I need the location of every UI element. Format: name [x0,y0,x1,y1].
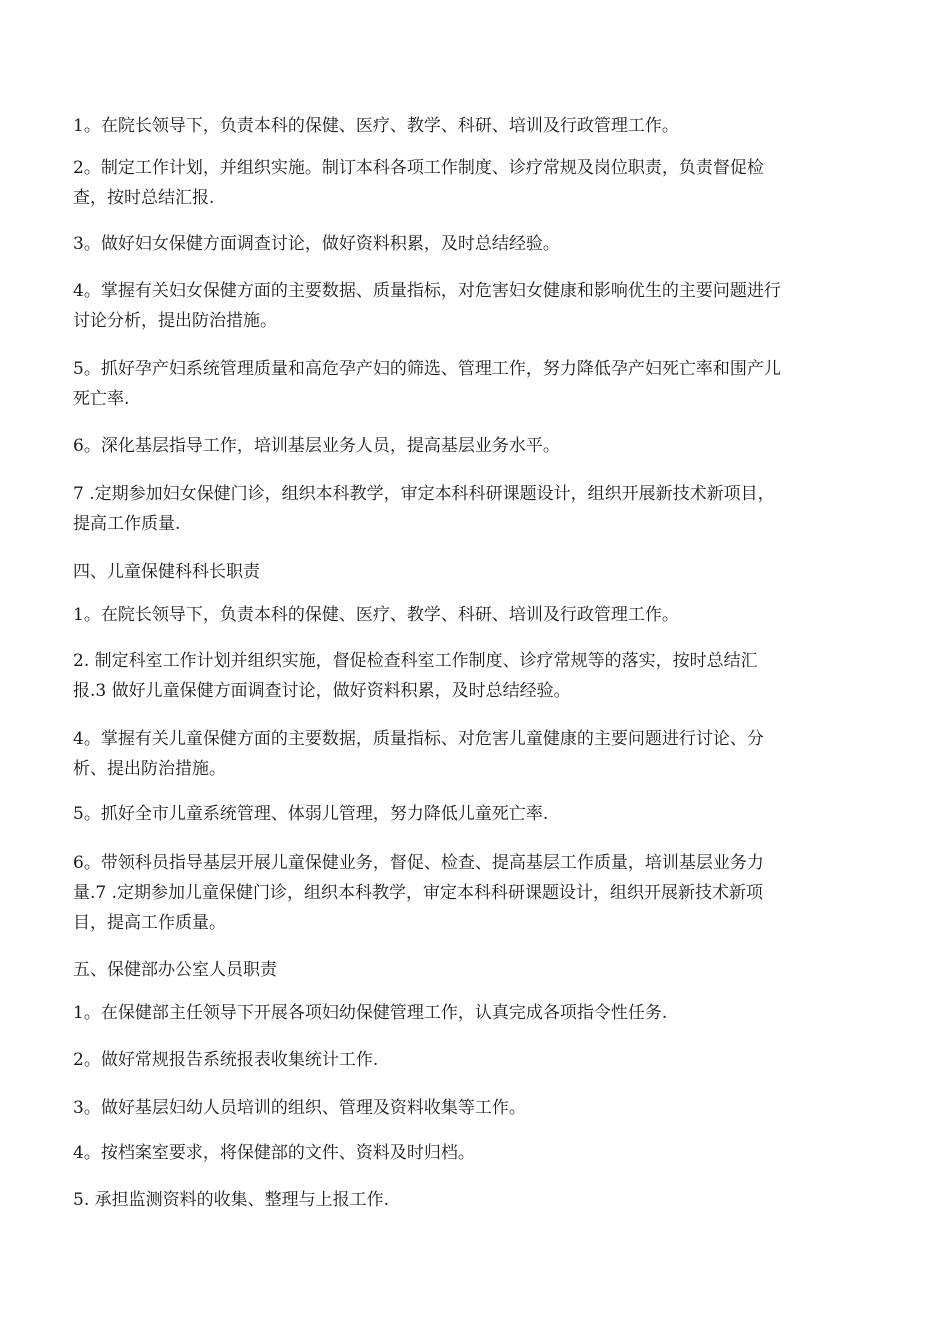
text-line: 1。在院长领导下，负责本科的保健、医疗、教学、科研、培训及行政管理工作。 [73,116,679,136]
paragraph [73,646,883,706]
text-line: 3。做好妇女保健方面调查讨论，做好资料积累，及时总结经验。 [73,234,560,254]
paragraph [73,1093,883,1123]
paragraph [73,479,883,539]
text-line: 6。深化基层指导工作，培训基层业务人员，提高基层业务水平。 [73,436,560,456]
paragraph [73,276,883,336]
text-line: 死亡率. [73,389,130,409]
text-line: 3。做好基层妇幼人员培训的组织、管理及资料收集等工作。 [73,1098,526,1118]
paragraph [73,998,883,1028]
text-line: 7 .定期参加妇女保健门诊，组织本科教学，审定本科科研课题设计，组织开展新技术新项目， [73,484,775,504]
paragraph [73,600,883,630]
paragraph [73,431,883,461]
paragraph [73,1185,883,1215]
paragraph [73,1138,883,1168]
text-line: 6。带领科员指导基层开展儿童保健业务，督促、检查、提高基层工作质量，培训基层业务力 [73,853,764,873]
paragraph [73,111,883,141]
text-line: 4。按档案室要求，将保健部的文件、资料及时归档。 [73,1143,475,1163]
paragraph [73,724,883,784]
text-line: 5。抓好全市儿童系统管理、体弱儿管理，努力降低儿童死亡率. [73,804,549,824]
paragraph [73,229,883,259]
text-line: 5. 承担监测资料的收集、整理与上报工作. [73,1190,390,1210]
paragraph [73,153,883,213]
text-line: 量.7 .定期参加儿童保健门诊，组织本科教学，审定本科科研课题设计，组织开展新技术新项 [73,883,764,903]
text-line: 四、儿童保健科科长职责 [73,562,260,582]
text-line: 1。在保健部主任领导下开展各项妇幼保健管理工作，认真完成各项指令性任务. [73,1003,668,1023]
paragraph [73,848,883,938]
section-heading [73,557,883,587]
section-heading [73,955,883,985]
text-line: 2. 制定科室工作计划并组织实施，督促检查科室工作制度、诊疗常规等的落实，按时总结汇 [73,651,758,671]
text-line: 2。做好常规报告系统报表收集统计工作. [73,1050,379,1070]
text-line: 讨论分析，提出防治措施。 [73,311,277,331]
paragraph [73,799,883,829]
text-line: 4。掌握有关儿童保健方面的主要数据，质量指标、对危害儿童健康的主要问题进行讨论、分 [73,729,764,749]
text-line: 目，提高工作质量。 [73,913,226,933]
text-line: 5。抓好孕产妇系统管理质量和高危孕产妇的筛选、管理工作，努力降低孕产妇死亡率和围产儿 [73,359,781,379]
text-line: 提高工作质量. [73,514,181,534]
paragraph [73,1045,883,1075]
text-line: 五、保健部办公室人员职责 [73,960,277,980]
paragraph [73,354,883,414]
text-line: 查，按时总结汇报. [73,188,215,208]
text-line: 析、提出防治措施。 [73,759,226,779]
text-line: 报.3 做好儿童保健方面调查讨论，做好资料积累，及时总结经验。 [73,681,571,701]
text-line: 1。在院长领导下，负责本科的保健、医疗、教学、科研、培训及行政管理工作。 [73,605,679,625]
text-line: 4。掌握有关妇女保健方面的主要数据、质量指标，对危害妇女健康和影响优生的主要问题进行 [73,281,781,301]
text-line: 2。制定工作计划，并组织实施。制订本科各项工作制度、诊疗常规及岗位职责，负责督促检 [73,158,764,178]
